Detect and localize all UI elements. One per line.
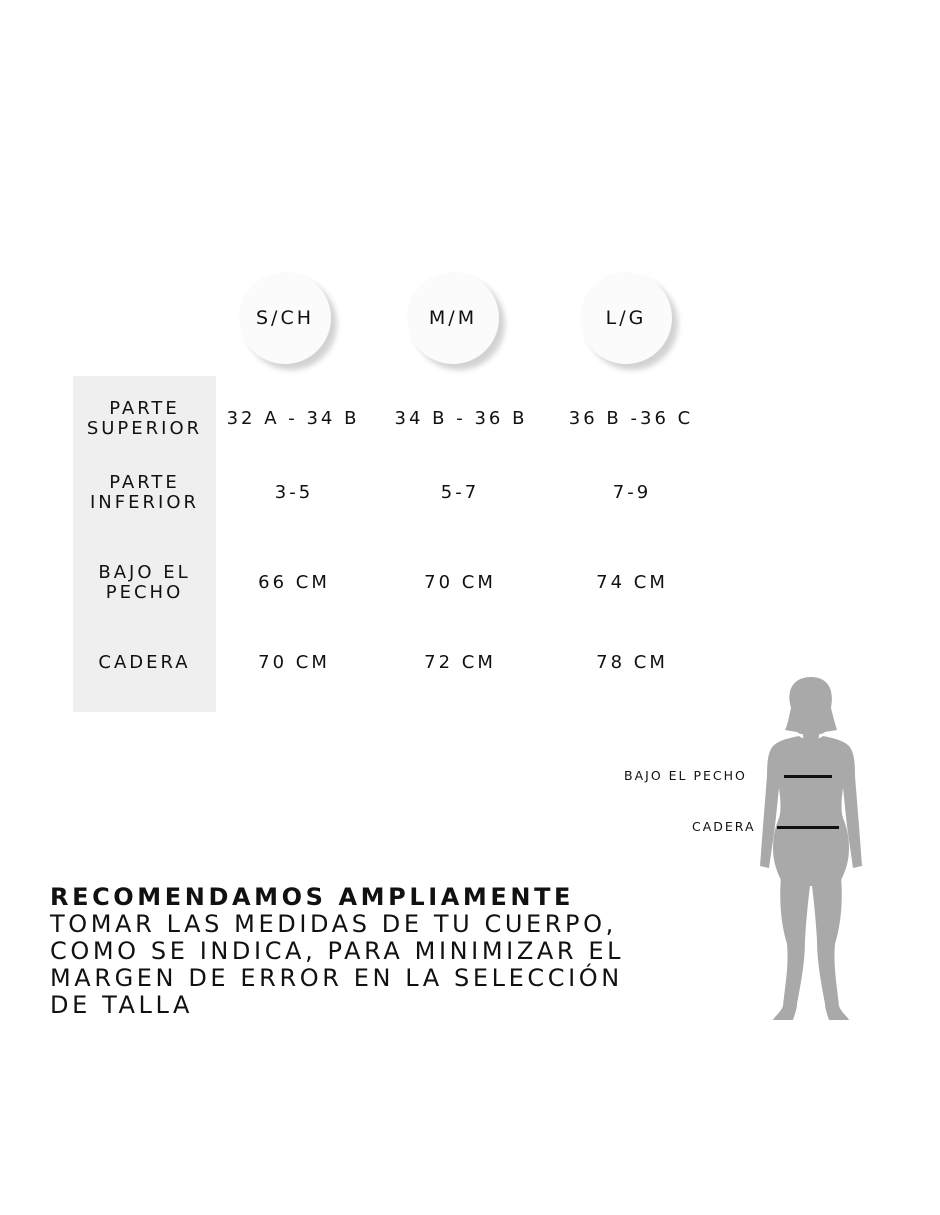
- cell-bajo-el-pecho-large: 74 CM: [596, 572, 668, 593]
- size-label-large: L/G: [605, 307, 647, 329]
- row-label-parte-inferior: [73, 473, 216, 513]
- woman-silhouette-icon: [755, 676, 865, 1022]
- row-label-parte-superior: [73, 399, 216, 439]
- cell-parte-inferior-medium: 5-7: [440, 482, 480, 503]
- size-header-medium: [407, 272, 499, 364]
- cell-cadera-medium: 72 CM: [424, 652, 496, 673]
- hip-measure-label: CADERA: [692, 819, 756, 834]
- bust-measure-label: BAJO EL PECHO: [624, 768, 747, 783]
- cell-parte-inferior-large: 7-9: [612, 482, 652, 503]
- cell-cadera-large: 78 CM: [596, 652, 668, 673]
- row-label-line: BAJO EL: [98, 562, 191, 583]
- note-line: COMO SE INDICA, PARA MINIMIZAR EL: [50, 937, 625, 965]
- cell-parte-superior-medium: 34 B - 36 B: [394, 408, 528, 429]
- size-header-small: [239, 272, 331, 364]
- cell-parte-superior-small: 32 A - 34 B: [226, 408, 360, 429]
- note-line: TOMAR LAS MEDIDAS DE TU CUERPO,: [50, 910, 617, 938]
- row-label-line: PECHO: [105, 582, 184, 603]
- row-label-line: SUPERIOR: [86, 418, 203, 439]
- note-line: MARGEN DE ERROR EN LA SELECCIÓN: [50, 964, 623, 992]
- note-line: DE TALLA: [50, 991, 193, 1019]
- size-header-large: [580, 272, 672, 364]
- cell-bajo-el-pecho-small: 66 CM: [258, 572, 330, 593]
- recommendation-note: [50, 884, 710, 1019]
- row-label-line: PARTE: [109, 472, 180, 493]
- bust-measure-line: [784, 775, 832, 778]
- row-label-cadera: [73, 653, 216, 673]
- hip-measure-line: [777, 826, 839, 829]
- row-label-bajo-el-pecho: [73, 563, 216, 603]
- size-label-small: S/CH: [255, 307, 314, 329]
- cell-bajo-el-pecho-medium: 70 CM: [424, 572, 496, 593]
- note-heading: RECOMENDAMOS AMPLIAMENTE: [50, 883, 575, 911]
- cell-parte-superior-large: 36 B -36 C: [568, 408, 694, 429]
- row-label-line: CADERA: [98, 652, 191, 673]
- row-label-line: INFERIOR: [90, 492, 199, 513]
- row-label-line: PARTE: [109, 398, 180, 419]
- cell-cadera-small: 70 CM: [258, 652, 330, 673]
- cell-parte-inferior-small: 3-5: [274, 482, 314, 503]
- size-label-medium: M/M: [428, 307, 478, 329]
